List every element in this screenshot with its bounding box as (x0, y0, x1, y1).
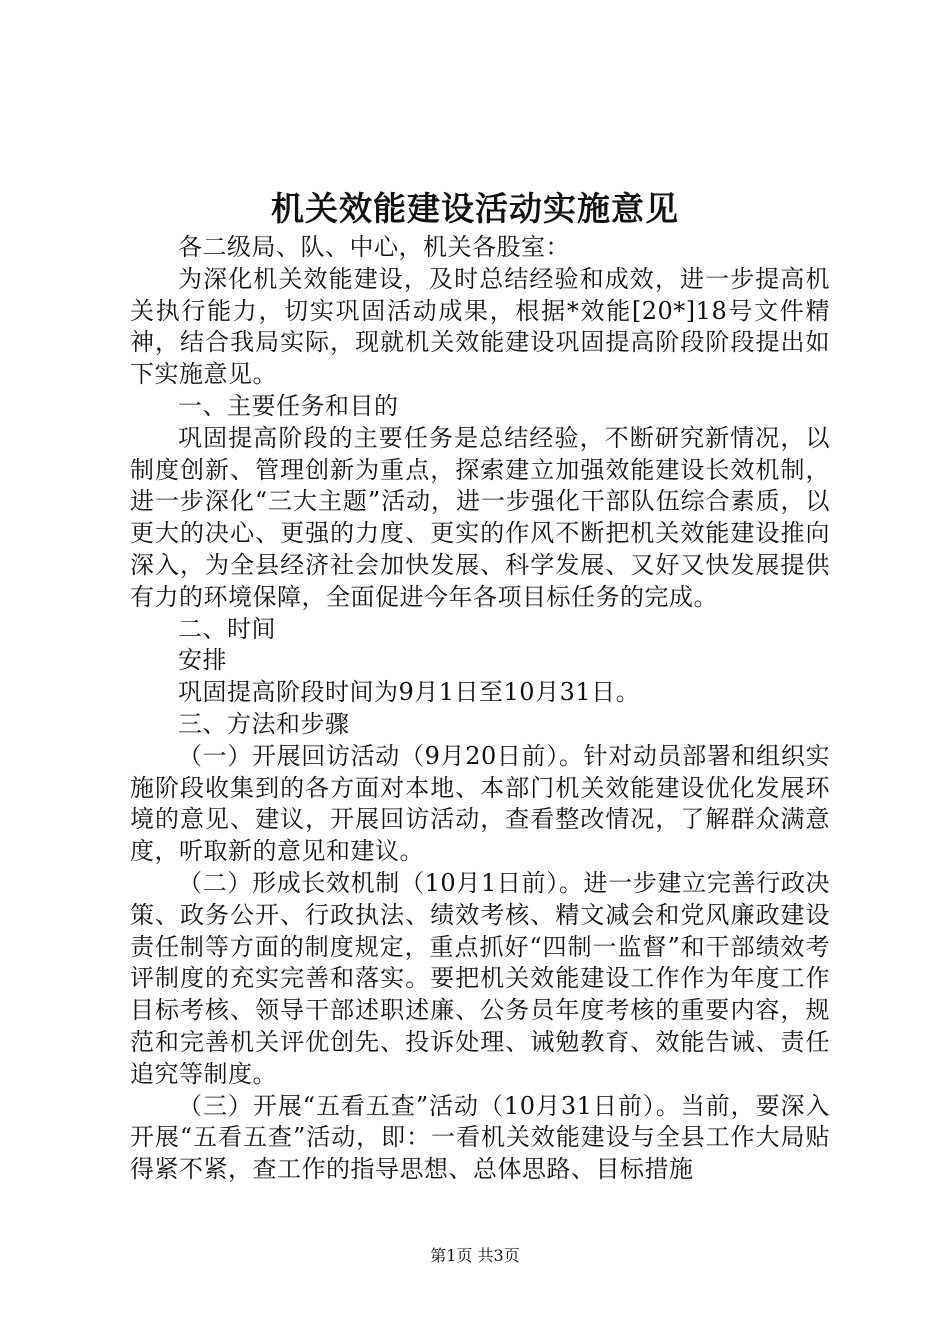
tasks-paragraph: 巩固提高阶段的主要任务是总结经验，不断研究新情况，以制度创新、管理创新为重点，探索建立加强效能建设长效机制，进一步深化“三大主题”活动，进一步强化干部队伍综合素质，以更大的决心、更强的力度、更实的作风不断把机关效能建设推向深入，为全县经济社会加快发展、科学发展、又好又快发展提供有力的环境保障，全面促进今年各项目标任务的完成。 (130, 423, 830, 611)
section-heading-tasks: 一、主要任务和目的 (178, 391, 399, 420)
document-title: 机关效能建设活动实施意见 (271, 189, 679, 228)
section-heading-methods: 三、方法和步骤 (178, 709, 350, 738)
section-heading-time: 二、时间 (178, 614, 276, 643)
step-one-paragraph: （一）开展回访活动（9月20日前）。针对动员部署和组织实施阶段收集到的各方面对本地、本部门机关效能建设优化发展环境的意见、建议，开展回访活动，查看整改情况，了解群众满意度，听取新的意见和建议。 (130, 741, 830, 866)
arrangement-line: 安排 (178, 646, 227, 675)
intro-paragraph: 为深化机关效能建设，及时总结经验和成效，进一步提高机关执行能力，切实巩固活动成果，根据*效能[20*]18号文件精神，结合我局实际，现就机关效能建设巩固提高阶段阶段提出如下实施意见。 (130, 264, 830, 389)
step-three-paragraph: （三）开展“五看五查”活动（10月31日前）。当前，要深入开展“五看五查”活动，即：一看机关效能建设与全县工作大局贴得紧不紧，查工作的指导思想、总体思路、目标措施 (130, 1091, 830, 1184)
time-paragraph: 巩固提高阶段时间为9月1日至10月31日。 (178, 678, 641, 707)
document-body (130, 232, 830, 1186)
page-footer: 第1页 共3页 (430, 1246, 520, 1265)
salutation-paragraph: 各二级局、队、中心，机关各股室： (178, 233, 570, 261)
step-two-paragraph: （二）形成长效机制（10月1日前）。进一步建立完善行政决策、政务公开、行政执法、绩效考核、精文减会和党风廉政建设责任制等方面的制度规定，重点抓好“四制一监督”和干部绩效考评制度的充实完善和落实。要把机关效能建设工作作为年度工作目标考核、领导干部述职述廉、公务员年度考核的重要内容，规范和完善机关评优创先、投诉处理、诫勉教育、效能告诫、责任追究等制度。 (130, 868, 830, 1088)
